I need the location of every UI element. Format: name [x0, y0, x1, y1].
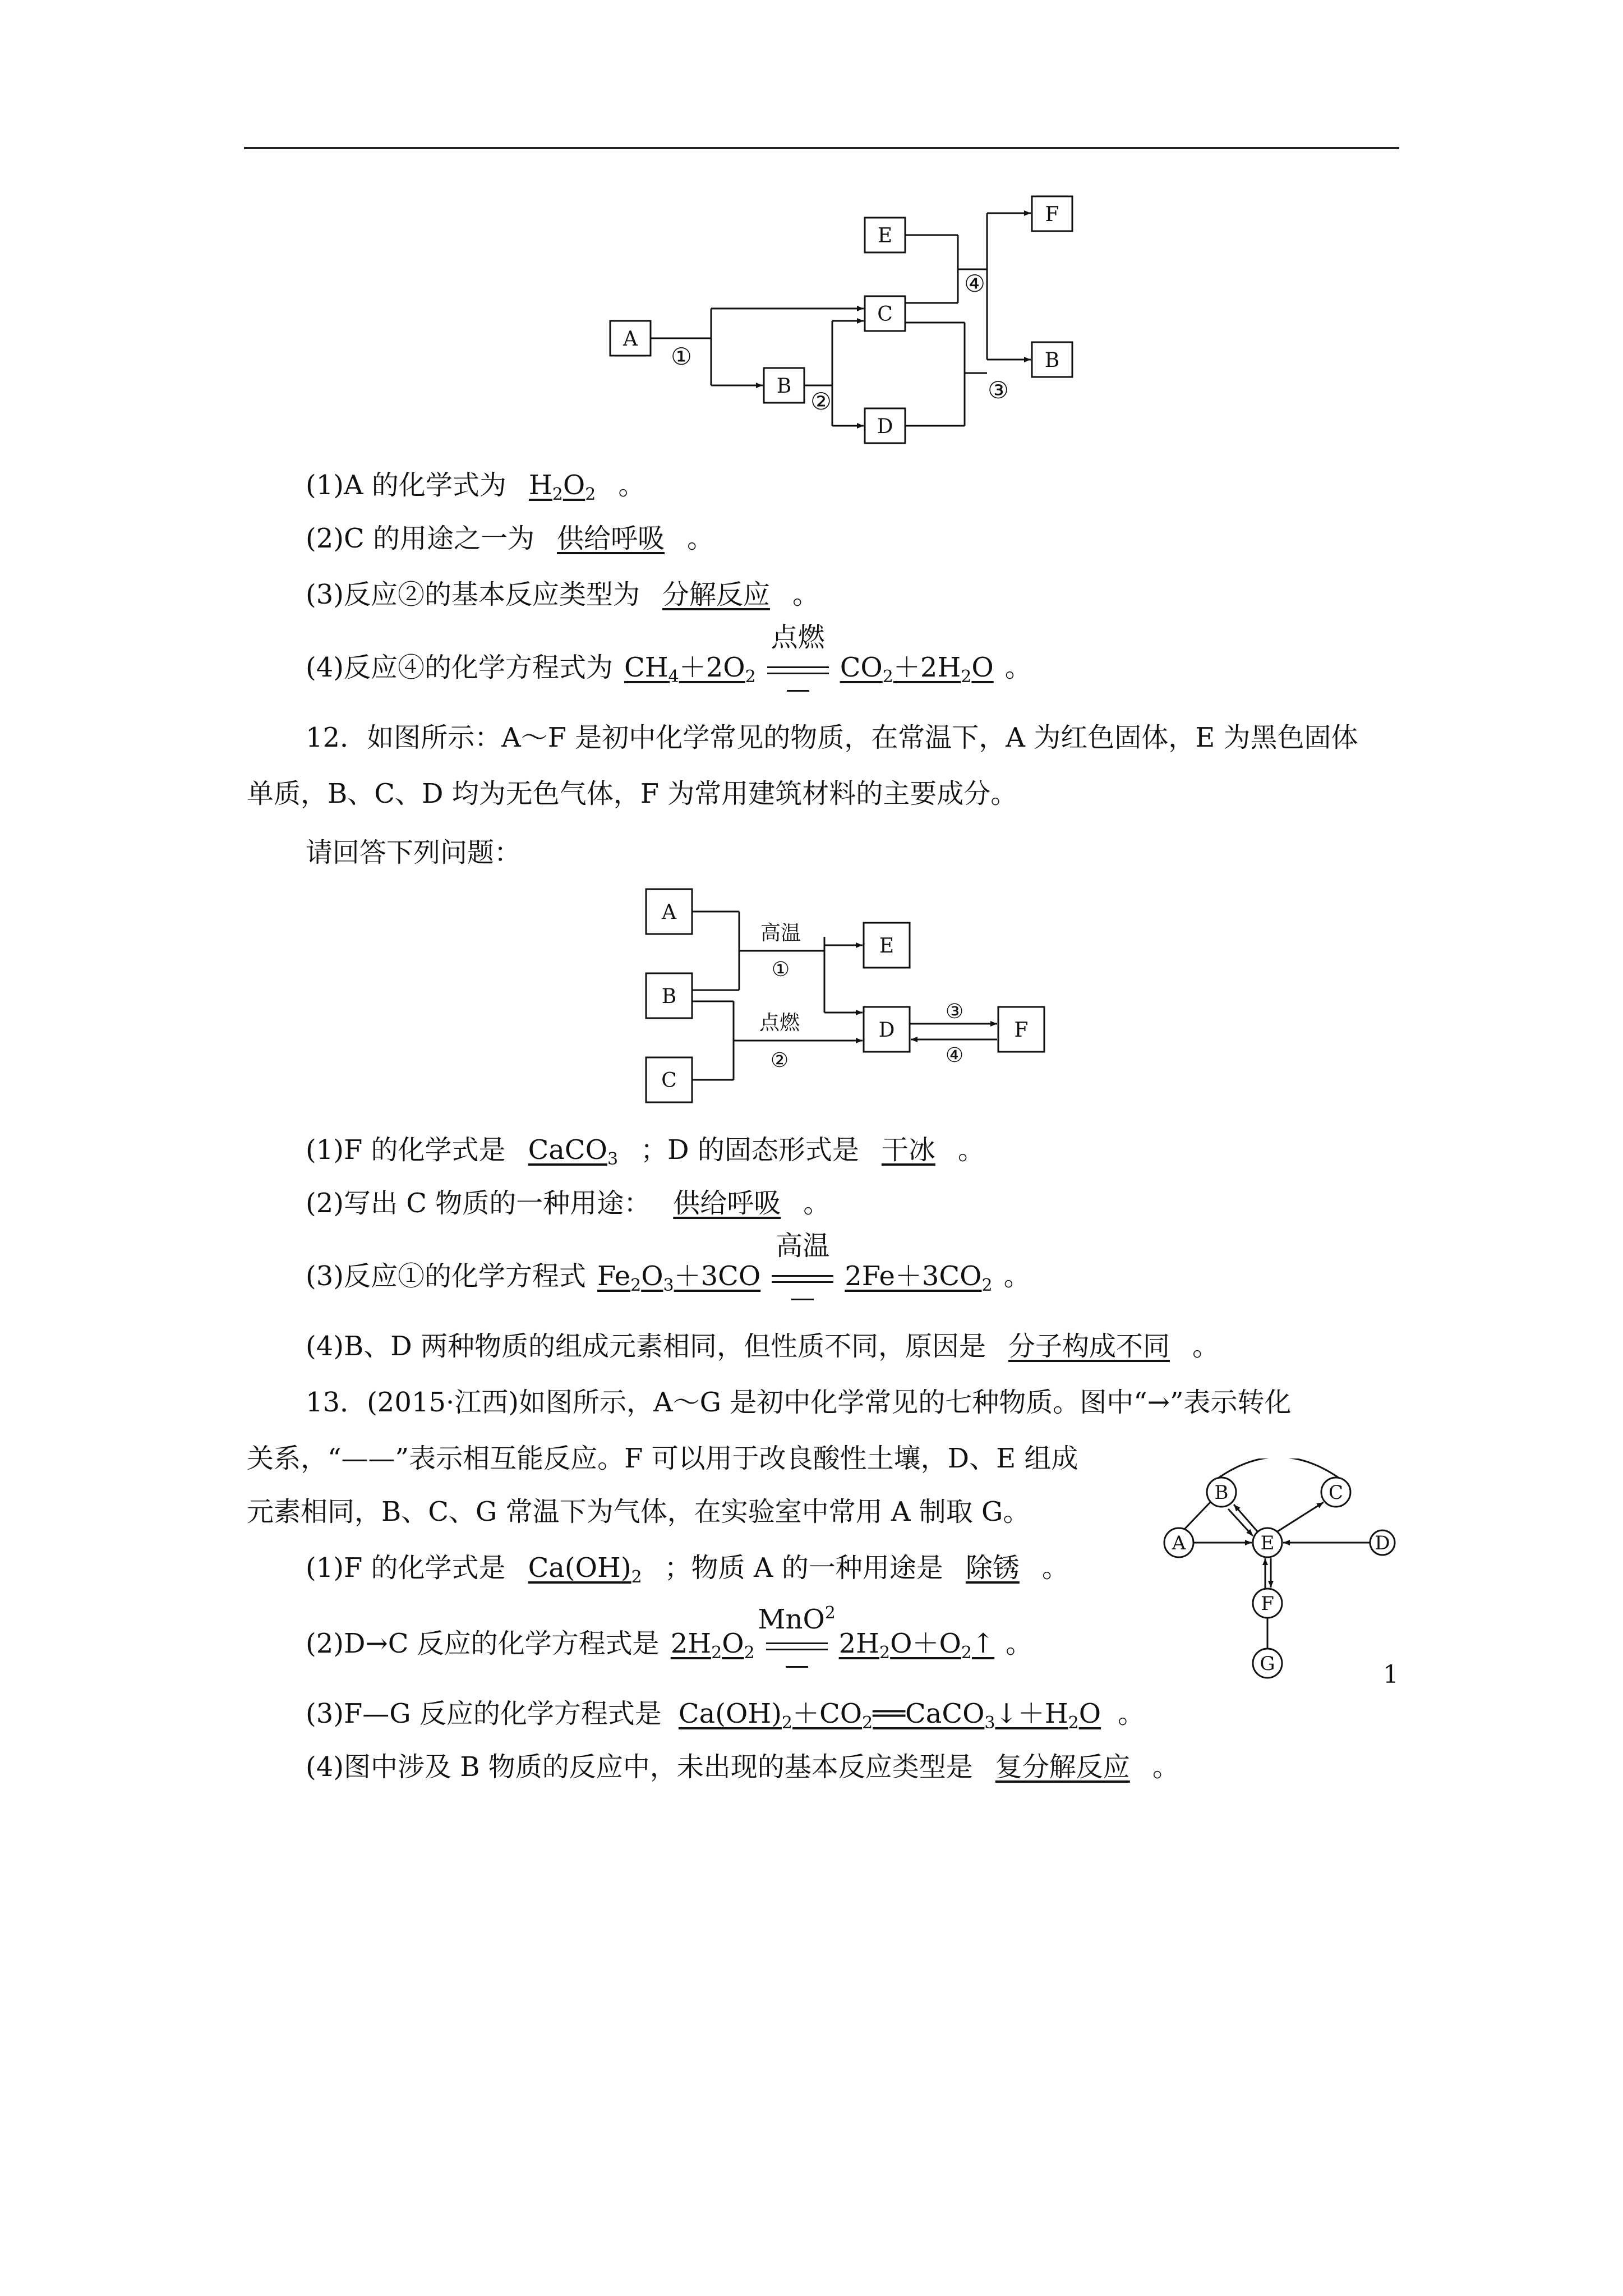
q12-stem-line-2: 单质，B、C、D 均为无色气体，F 为常用建筑材料的主要成分。 [247, 778, 1018, 809]
header-rule [244, 147, 1399, 149]
node-f: F [1261, 1593, 1274, 1615]
node-e: E [877, 224, 893, 247]
node-d: D [877, 415, 893, 438]
q11-part-4: (4)反应④的化学方程式为 $CH_4+2O_2$ 点燃 $CO_2+2H_2O$ 。 [306, 651, 1032, 694]
label-reaction-2: ② [770, 1049, 789, 1072]
answer-blank-2: 干冰 [881, 1134, 935, 1166]
answer-blank: 供给呼吸 [673, 1188, 781, 1219]
node-b2: B [1044, 349, 1060, 372]
node-g: G [1260, 1653, 1275, 1675]
reaction-diagram-1 [606, 191, 1110, 449]
label-reaction-4: ④ [964, 270, 985, 297]
label-condition-high-temp: 高温 [760, 922, 801, 945]
q12-part-3: (3)反应①的化学方程式 $Fe_2O_3+3CO$ 高温 $2Fe+3CO_2$ 。 [306, 1259, 1031, 1303]
page-number: 1 [1383, 1660, 1399, 1689]
reaction-diagram-2 [639, 884, 1060, 1114]
q13-part-1: (1)F 的化学式是 $Ca(OH)_2$ ；物质 A 的一种用途是 除锈 。 [306, 1551, 1069, 1594]
q12-stem-line-1: 12．如图所示：A～F 是初中化学常见的物质，在常温下，A 为红色固体，E 为黑色固体 [306, 722, 1358, 753]
node-a: A [623, 328, 638, 351]
node-d: D [1375, 1532, 1390, 1554]
answer-blank-2: 除锈 [965, 1552, 1020, 1584]
equation-blank: $CH_4+2O_2$ 点燃 $CO_2+2H_2O$ [613, 651, 1005, 694]
answer-blank: 分解反应 [662, 579, 771, 610]
node-b: B [776, 375, 792, 398]
node-f: F [1014, 1019, 1029, 1042]
equation-blank: $2H_2O_2$ MnO$^2$ $2H_2O+O_2↑$ [660, 1627, 1006, 1670]
answer-blank: 供给呼吸 [556, 523, 665, 554]
reaction-condition: 点燃 [756, 653, 840, 687]
reaction-diagram-3 [1155, 1458, 1396, 1683]
node-a: A [662, 901, 676, 924]
q13-stem-line-3: 元素相同，B、C、G 常温下为气体，在实验室中常用 A 制取 G。 [247, 1496, 1030, 1527]
q13-part-3: (3)F—G 反应的化学方程式是 $Ca(OH)_2+CO_2══CaCO_3↓+H_2O$ 。 [306, 1697, 1145, 1740]
answer-blank: $Ca(OH)_2$ [528, 1552, 642, 1587]
node-d: D [878, 1019, 895, 1042]
q13-stem-line-1: 13．(2015·江西)如图所示，A～G 是初中化学常见的七种物质。图中“→”表示转化 [306, 1387, 1292, 1418]
answer-blank: 分子构成不同 [1008, 1331, 1170, 1362]
answer-blank: 复分解反应 [995, 1751, 1130, 1783]
equation-blank: $Fe_2O_3+3CO$ 高温 $2Fe+3CO_2$ [586, 1259, 1004, 1303]
label-reaction-3: ③ [945, 1000, 964, 1023]
q13-part-4: (4)图中涉及 B 物质的反应中，未出现的基本反应类型是 复分解反应 。 [306, 1751, 1179, 1783]
label-condition-ignite: 点燃 [759, 1011, 800, 1034]
answer-blank: $H_2O_2$ [528, 470, 596, 504]
node-e: E [879, 935, 895, 958]
node-b: B [661, 985, 677, 1008]
answer-blank: CaCO$_3$ [528, 1134, 619, 1169]
q12-part-1: (1)F 的化学式是 CaCO$_3$ ；D 的固态形式是 干冰 。 [306, 1133, 985, 1176]
reaction-condition: 高温 [760, 1262, 845, 1295]
node-a: A [1172, 1532, 1186, 1554]
node-c: C [877, 303, 893, 326]
label-reaction-2: ② [810, 388, 832, 415]
q13-stem-line-2: 关系，“——”表示相互能反应。F 可以用于改良酸性土壤，D、E 组成 [247, 1443, 1078, 1474]
node-c: C [1328, 1481, 1344, 1504]
label-reaction-1: ① [671, 343, 692, 370]
node-f: F [1045, 203, 1059, 226]
node-b: B [1214, 1481, 1229, 1504]
q11-part-3: (3)反应②的基本反应类型为 分解反应 。 [306, 579, 820, 610]
equation-blank: $Ca(OH)_2+CO_2══CaCO_3↓+H_2O$ [678, 1698, 1101, 1733]
q12-stem-line-3: 请回答下列问题： [306, 837, 522, 868]
q12-part-4: (4)B、D 两种物质的组成元素相同，但性质不同，原因是 分子构成不同 。 [306, 1331, 1220, 1362]
q11-part-1: (1)A 的化学式为 $H_2O_2$ 。 [306, 468, 645, 512]
q13-part-2: (2)D→C 反应的化学方程式是 $2H_2O_2$ MnO$^2$ $2H_2O+O_2↑$ 。 [306, 1627, 1032, 1670]
label-reaction-1: ① [771, 958, 790, 981]
label-reaction-4: ④ [945, 1044, 964, 1067]
q11-part-2: (2)C 的用途之一为 供给呼吸 。 [306, 523, 714, 554]
label-reaction-3: ③ [988, 376, 1009, 404]
node-e: E [1260, 1532, 1275, 1554]
q12-part-2: (2)写出 C 物质的一种用途： 供给呼吸 。 [306, 1188, 831, 1219]
node-c: C [661, 1069, 677, 1092]
reaction-condition: MnO$^2$ [755, 1629, 839, 1663]
